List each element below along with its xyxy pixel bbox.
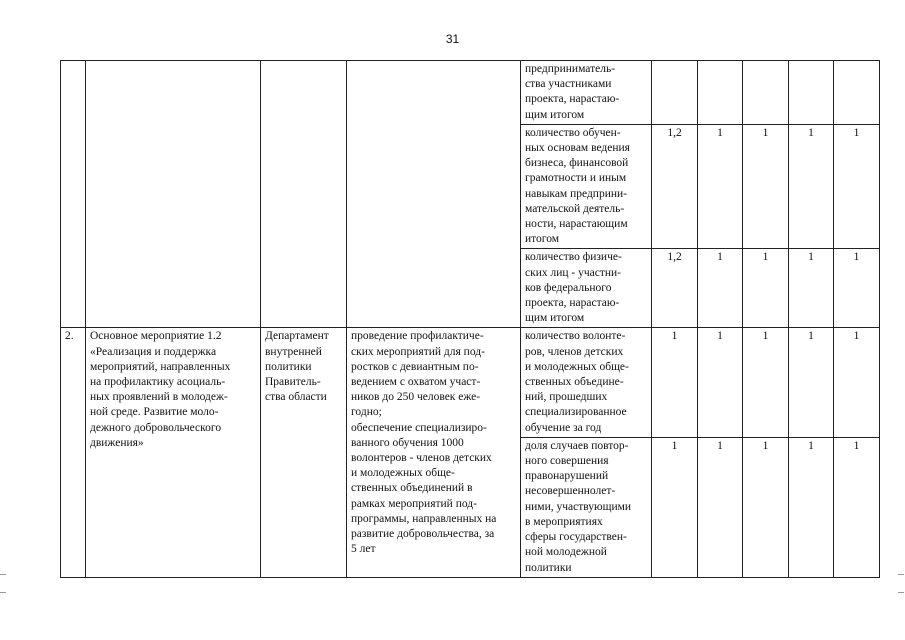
indicator-text: доля случаев повтор- ного совершения правонарушений несовершеннолет- ними, участвующими в мероприятиях сферы государствен- ной молодежной политики <box>521 437 652 577</box>
value-cell: 1,2 <box>652 249 698 328</box>
value-cell: 1 <box>698 249 743 328</box>
row-number: 2. <box>61 328 86 577</box>
page-number: 31 <box>445 32 460 46</box>
value-cell: 1 <box>834 249 880 328</box>
indicator-text: количество физиче- ских лиц - участни- ков федерального проекта, нарастаю- щим итогом <box>521 249 652 328</box>
value-cell: 1 <box>652 328 698 437</box>
value-cell: 1 <box>698 124 743 249</box>
table-row <box>61 61 880 125</box>
value-cell <box>789 61 834 125</box>
value-cell <box>698 61 743 125</box>
activity-cell <box>86 61 261 328</box>
value-cell: 1 <box>698 328 743 437</box>
result-cell <box>347 61 521 328</box>
scan-edge-mark <box>898 574 904 575</box>
value-cell: 1 <box>743 437 789 577</box>
value-cell: 1 <box>834 437 880 577</box>
value-cell: 1 <box>789 328 834 437</box>
value-cell <box>652 61 698 125</box>
value-cell: 1 <box>789 124 834 249</box>
row-number-cell <box>61 61 86 328</box>
value-cell: 1 <box>652 437 698 577</box>
scan-edge-mark <box>0 592 6 593</box>
program-table <box>60 60 880 578</box>
value-cell: 1 <box>743 124 789 249</box>
indicator-text: количество обучен- ных основам ведения бизнеса, финансовой грамотности и иным навыкам предприни- мательской деятель- ности, нарастающим итогом <box>521 124 652 249</box>
value-cell: 1 <box>743 249 789 328</box>
value-cell: 1,2 <box>652 124 698 249</box>
indicator-text: количество волонте- ров, членов детских и молодежных обще- ственных объедине- ний, прошедших специализированное обучение за год <box>521 328 652 437</box>
executor-cell <box>261 61 347 328</box>
value-cell <box>834 61 880 125</box>
indicator-text: предприниматель- ства участниками проекта, нарастаю- щим итогом <box>521 61 652 125</box>
activity-text: Основное мероприятие 1.2 «Реализация и поддержка мероприятий, направленных на профилактику асоциаль- ных проявлений в молодеж- ной среде. Развитие моло- дежного добровольческого движения» <box>86 328 261 577</box>
scan-edge-mark <box>0 574 6 575</box>
value-cell: 1 <box>743 328 789 437</box>
scan-edge-mark <box>898 592 904 593</box>
value-cell: 1 <box>789 437 834 577</box>
table-row <box>61 328 880 437</box>
value-cell: 1 <box>834 124 880 249</box>
executor-text: Департамент внутренней политики Правитель- ства области <box>261 328 347 577</box>
value-cell: 1 <box>834 328 880 437</box>
result-text: проведение профилактиче- ских мероприятий для под- ростков с девиантным по- ведением с охватом участ- ников до 250 человек еже- годно; обеспечение специализиро- ванного обучения 1000 волонтеров - членов детских и молодежных обще- ственных объединений в рамках мероприятий под- программы, направленных на развитие добровольчества, за 5 лет <box>347 328 521 577</box>
value-cell: 1 <box>789 249 834 328</box>
value-cell: 1 <box>698 437 743 577</box>
value-cell <box>743 61 789 125</box>
